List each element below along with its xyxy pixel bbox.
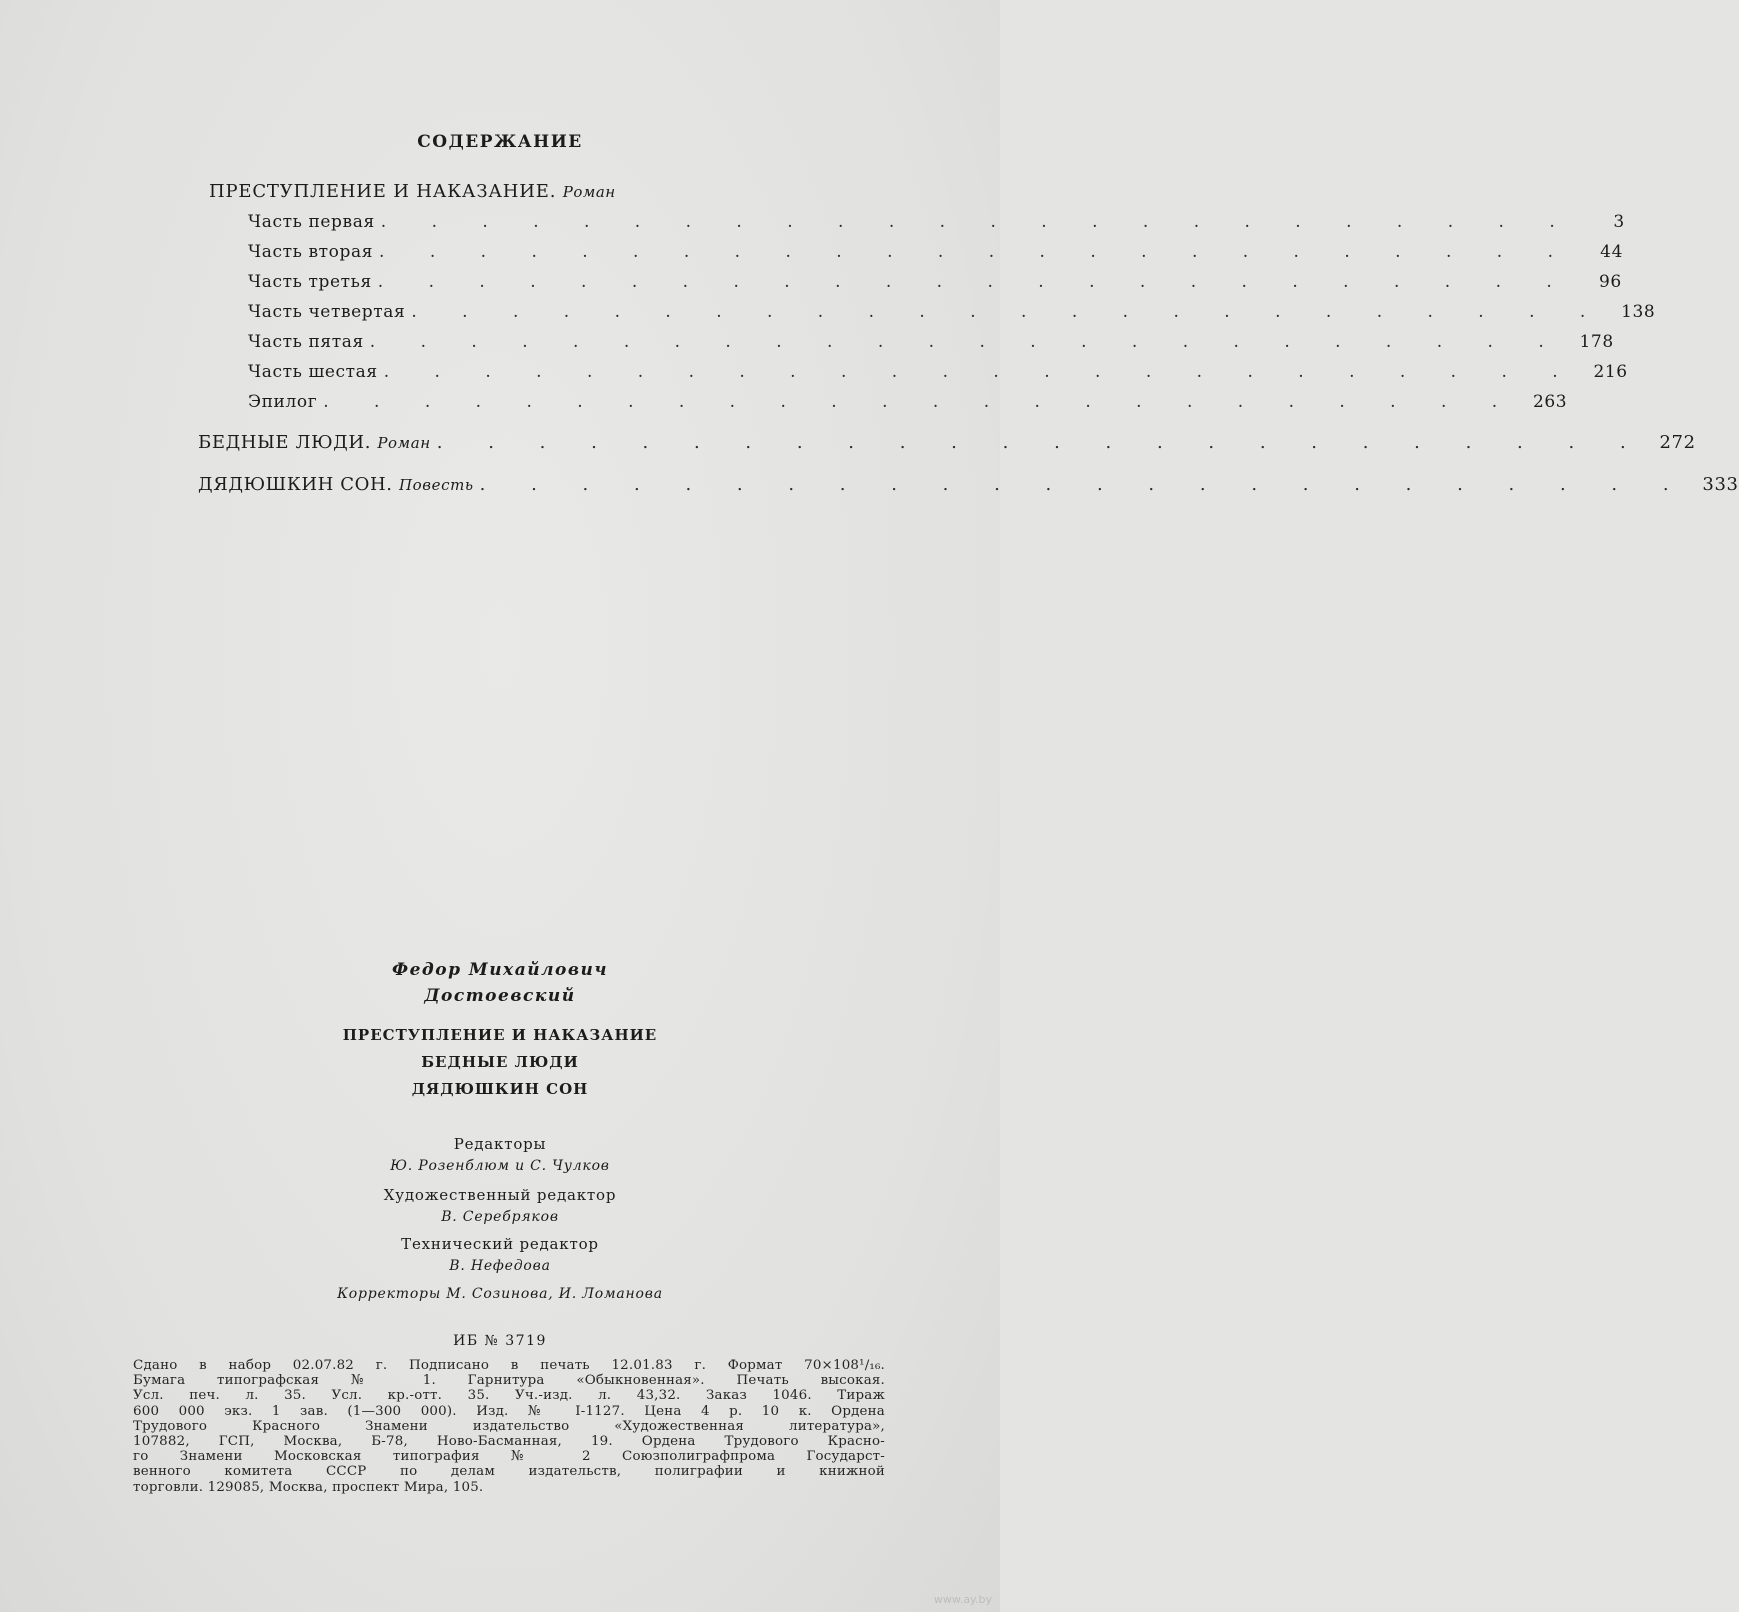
toc-book-2-heading xyxy=(198,432,431,453)
toc-book-3-heading xyxy=(198,474,474,495)
toc-book-1-title: ПРЕСТУПЛЕНИЕ И НАКАЗАНИЕ. xyxy=(209,181,557,202)
imprint-line: 107882, ГСП, Москва, Б-78, Ново-Басманная, 19. Ордена Трудового Красно- xyxy=(133,1434,885,1450)
toc-leader-dots: . . . . . . . . . . . . . . . . . . . . . . . . xyxy=(383,362,1578,382)
toc-entry xyxy=(248,392,1568,416)
work-title: БЕДНЫЕ ЛЮДИ xyxy=(421,1053,579,1071)
toc-entry xyxy=(248,212,1625,236)
toc-entry-label: Часть пятая xyxy=(248,332,364,352)
editors-names: Ю. Розенблюм и С. Чулков xyxy=(390,1158,610,1174)
correctors: Корректоры М. Созинова, И. Ломанова xyxy=(337,1286,663,1302)
toc-entry xyxy=(248,272,1622,296)
imprint-line: Трудового Красного Знамени издательство «Художественная литература», xyxy=(133,1418,885,1434)
toc-entry xyxy=(248,332,1614,356)
toc-entry-page: 3 xyxy=(1613,212,1625,232)
toc-entry-page: 138 xyxy=(1621,302,1656,322)
author-last-name: Достоевский xyxy=(424,986,576,1006)
author-first-name: Федор Михайлович xyxy=(391,960,609,980)
tech-editor-role: Технический редактор xyxy=(401,1235,599,1253)
toc-book-1-genre: Роман xyxy=(562,183,616,201)
toc-leader-dots: . . . . . . . . . . . . . . . . . . . . . . . . xyxy=(411,302,1606,322)
toc-entry-page: 178 xyxy=(1579,332,1614,352)
work-title: ПРЕСТУПЛЕНИЕ И НАКАЗАНИЕ xyxy=(342,1026,658,1044)
imprint-line: торговли. 129085, Москва, проспект Мира, 105. xyxy=(133,1479,484,1495)
toc-book-1-heading xyxy=(209,181,616,202)
toc-leader-dots: . . . . . . . . . . . . . . . . . . . . . . . . xyxy=(479,474,1689,495)
imprint-line: Бумага типографская № 1. Гарнитура «Обыкновенная». Печать высокая. xyxy=(133,1373,885,1389)
toc-entry-label: Эпилог xyxy=(248,392,318,412)
work-title: ДЯДЮШКИН СОН xyxy=(411,1080,589,1098)
toc-entry-label: Часть первая xyxy=(248,212,375,232)
imprint-block xyxy=(133,1358,885,1495)
toc-book-2-genre: Роман xyxy=(377,434,431,452)
toc-book-3-page: 333 xyxy=(1702,474,1739,495)
art-editor-role: Художественный редактор xyxy=(383,1186,617,1204)
toc-entry-label: Часть шестая xyxy=(248,362,378,382)
toc-entry-page: 96 xyxy=(1598,272,1622,292)
toc-entry-page: 44 xyxy=(1600,242,1623,262)
toc-entry-page: 216 xyxy=(1593,362,1628,382)
toc-leader-dots: . . . . . . . . . . . . . . . . . . . . . . . . xyxy=(436,432,1646,453)
toc-leader-dots: . . . . . . . . . . . . . . . . . . . . . . . . xyxy=(369,332,1564,352)
imprint-line: го Знамени Московская типография № 2 Союзполиграфпрома Государст- xyxy=(133,1449,885,1465)
imprint-line: Усл. печ. л. 35. Усл. кр.-отт. 35. Уч.-изд. л. 43,32. Заказ 1046. Тираж xyxy=(133,1388,885,1404)
toc-book-3-title: ДЯДЮШКИН СОН. xyxy=(198,474,393,495)
ib-number: ИБ № 3719 xyxy=(453,1333,547,1349)
imprint-line: 600 000 экз. 1 зав. (1—300 000). Изд. № I-1127. Цена 4 р. 10 к. Ордена xyxy=(133,1403,885,1419)
toc-book-2-page: 272 xyxy=(1659,432,1696,453)
toc-title: СОДЕРЖАНИЕ xyxy=(417,132,583,152)
toc-book-3-genre: Повесть xyxy=(398,476,474,494)
toc-entry-page: 263 xyxy=(1532,392,1568,412)
toc-entry xyxy=(248,302,1656,326)
imprint-line: Сдано в набор 02.07.82 г. Подписано в печать 12.01.83 г. Формат 70×108¹/₁₆. xyxy=(133,1358,885,1373)
toc-leader-dots: . . . . . . . . . . . . . . . . . . . . . . . . xyxy=(323,392,1518,412)
toc-book-3 xyxy=(198,474,1739,498)
toc-leader-dots: . . . . . . . . . . . . . . . . . . . . . . . . xyxy=(380,212,1575,232)
art-editor-name: В. Серебряков xyxy=(441,1209,559,1225)
toc-entry-label: Часть вторая xyxy=(248,242,374,262)
editors-role: Редакторы xyxy=(453,1135,547,1153)
toc-entry xyxy=(248,362,1628,386)
site-watermark: www.ay.by xyxy=(933,1593,992,1606)
imprint-line: венного комитета СССР по делам издательств, полиграфии и книжной xyxy=(133,1464,885,1480)
tech-editor-name: В. Нефедова xyxy=(449,1258,551,1274)
toc-leader-dots: . . . . . . . . . . . . . . . . . . . . . . . . xyxy=(377,272,1572,292)
toc-book-2-title: БЕДНЫЕ ЛЮДИ. xyxy=(198,432,372,453)
toc-leader-dots: . . . . . . . . . . . . . . . . . . . . . . . . xyxy=(379,242,1573,262)
toc-book-2 xyxy=(198,432,1696,456)
toc-entry-label: Часть четвертая xyxy=(248,302,406,322)
toc-entry-label: Часть третья xyxy=(248,272,372,292)
toc-entry xyxy=(248,242,1623,266)
